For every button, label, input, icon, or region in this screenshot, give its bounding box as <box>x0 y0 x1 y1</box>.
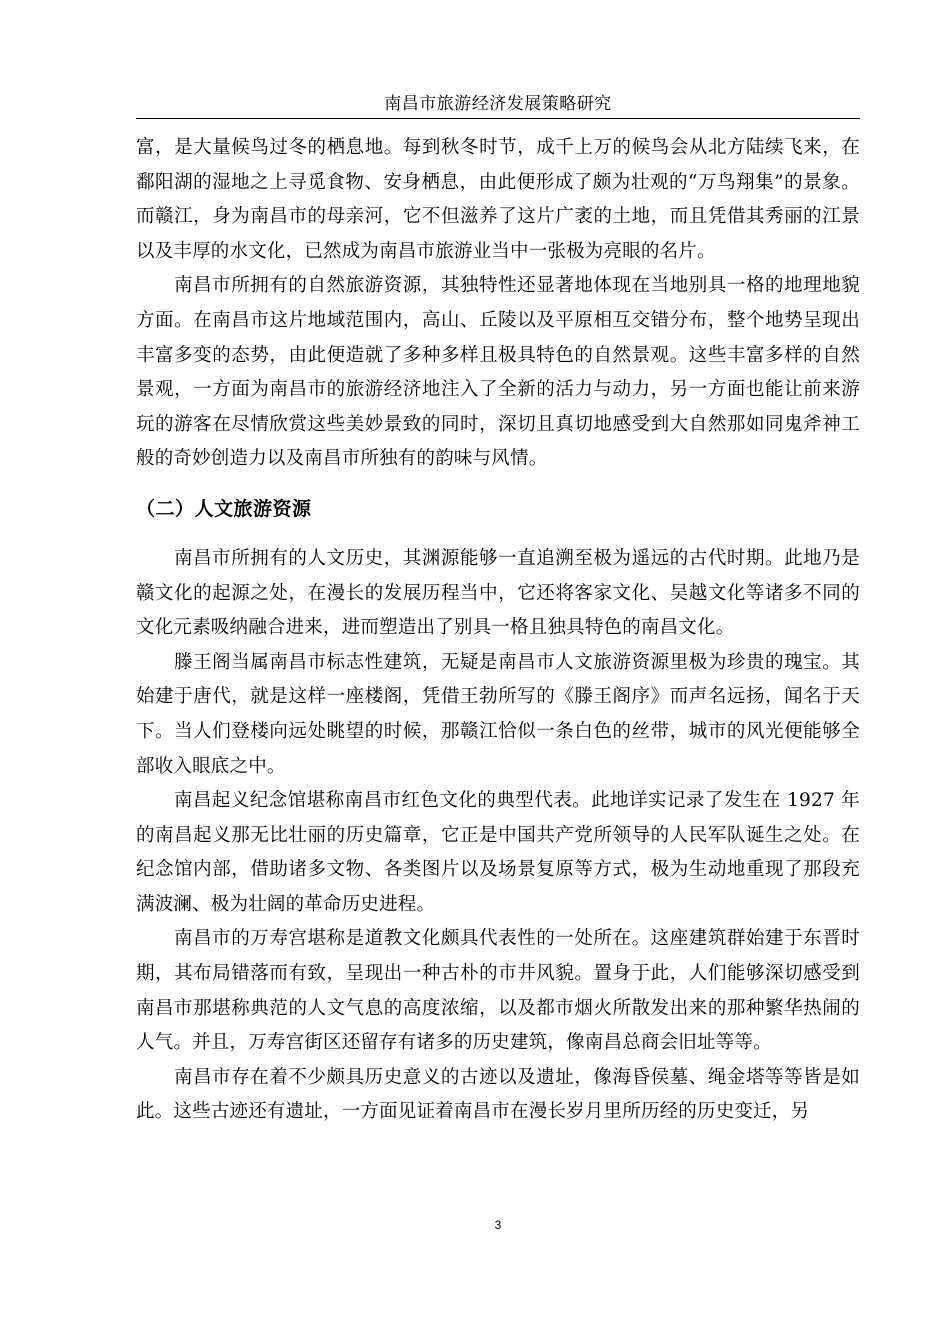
section-heading: （二）人文旅游资源 <box>136 497 312 520</box>
paragraph-uprising-memorial: 南昌起义纪念馆堪称南昌市红色文化的典型代表。此地详实记录了发生在 1927 年的南昌起义那无比壮丽的历史篇章，它正是中国共产党所领导的人民军队诞生之处。在纪念馆内部，借助诸多文物、各类图片以及场景复原等方式，极为生动地重现了那段充满波澜、极为壮阔的革命历史进程。 <box>136 790 860 915</box>
paragraph-continued: 富，是大量候鸟过冬的栖息地。每到秋冬时节，成千上万的候鸟会从北方陆续飞来，在鄱阳湖的湿地之上寻觅食物、安身栖息，由此便形成了颇为壮观的“万鸟翔集”的景象。而赣江，身为南昌市的母亲河，它不但滋养了这片广袤的土地，而且凭借其秀丽的江景以及丰厚的水文化，已然成为南昌市旅游业当中一张极为亮眼的名片。 <box>136 137 860 262</box>
paragraph-cultural-history: 南昌市所拥有的人文历史，其渊源能够一直追溯至极为遥远的古代时期。此地乃是赣文化的起源之处，在漫长的发展历程当中，它还将客家文化、吴越文化等诸多不同的文化元素吸纳融合进来，进而塑造出了别具一格且独具特色的南昌文化。 <box>136 547 860 639</box>
page-number: 3 <box>494 1218 502 1232</box>
document-body <box>136 131 860 1130</box>
header-divider <box>136 118 860 119</box>
paragraph-natural-landforms: 南昌市所拥有的自然旅游资源，其独特性还显著地体现在当地别具一格的地理地貌方面。在南昌市这片地域范围内，高山、丘陵以及平原相互交错分布，整个地势呈现出丰富多变的态势，由此便造就了多种多样且极具特色的自然景观。这些丰富多样的自然景观，一方面为南昌市的旅游经济地注入了全新的活力与动力，另一方面也能让前来游玩的游客在尽情欣赏这些美妙景致的同时，深切且真切地感受到大自然那如同鬼斧神工般的奇妙创造力以及南昌市所独有的韵味与风情。 <box>136 275 860 470</box>
paragraph-wanshou-palace: 南昌市的万寿宫堪称是道教文化颇具代表性的一处所在。这座建筑群始建于东晋时期，其布局错落而有致，呈现出一种古朴的市井风貌。置身于此，人们能够深切感受到南昌市那堪称典范的人文气息的高度浓缩，以及都市烟火所散发出来的那种繁华热闹的人气。并且，万寿宫街区还留存有诸多的历史建筑，像南昌总商会旧址等等。 <box>136 928 860 1054</box>
paragraph-historic-sites: 南昌市存在着不少颇具历史意义的古迹以及遗址，像海昏侯墓、绳金塔等等皆是如此。这些古迹还有遗址，一方面见证着南昌市在漫长岁月里所历经的历史变迁，另 <box>136 1066 860 1123</box>
paragraph-tengwang-pavilion: 滕王阁当属南昌市标志性建筑，无疑是南昌市人文旅游资源里极为珍贵的瑰宝。其始建于唐代，就是这样一座楼阁，凭借王勃所写的《滕王阁序》而声名远扬，闻名于天下。当人们登楼向远处眺望的时候，那赣江恰似一条白色的丝带，城市的风光便能够全部收入眼底之中。 <box>136 651 860 777</box>
running-header: 南昌市旅游经济发展策略研究 <box>384 94 612 114</box>
